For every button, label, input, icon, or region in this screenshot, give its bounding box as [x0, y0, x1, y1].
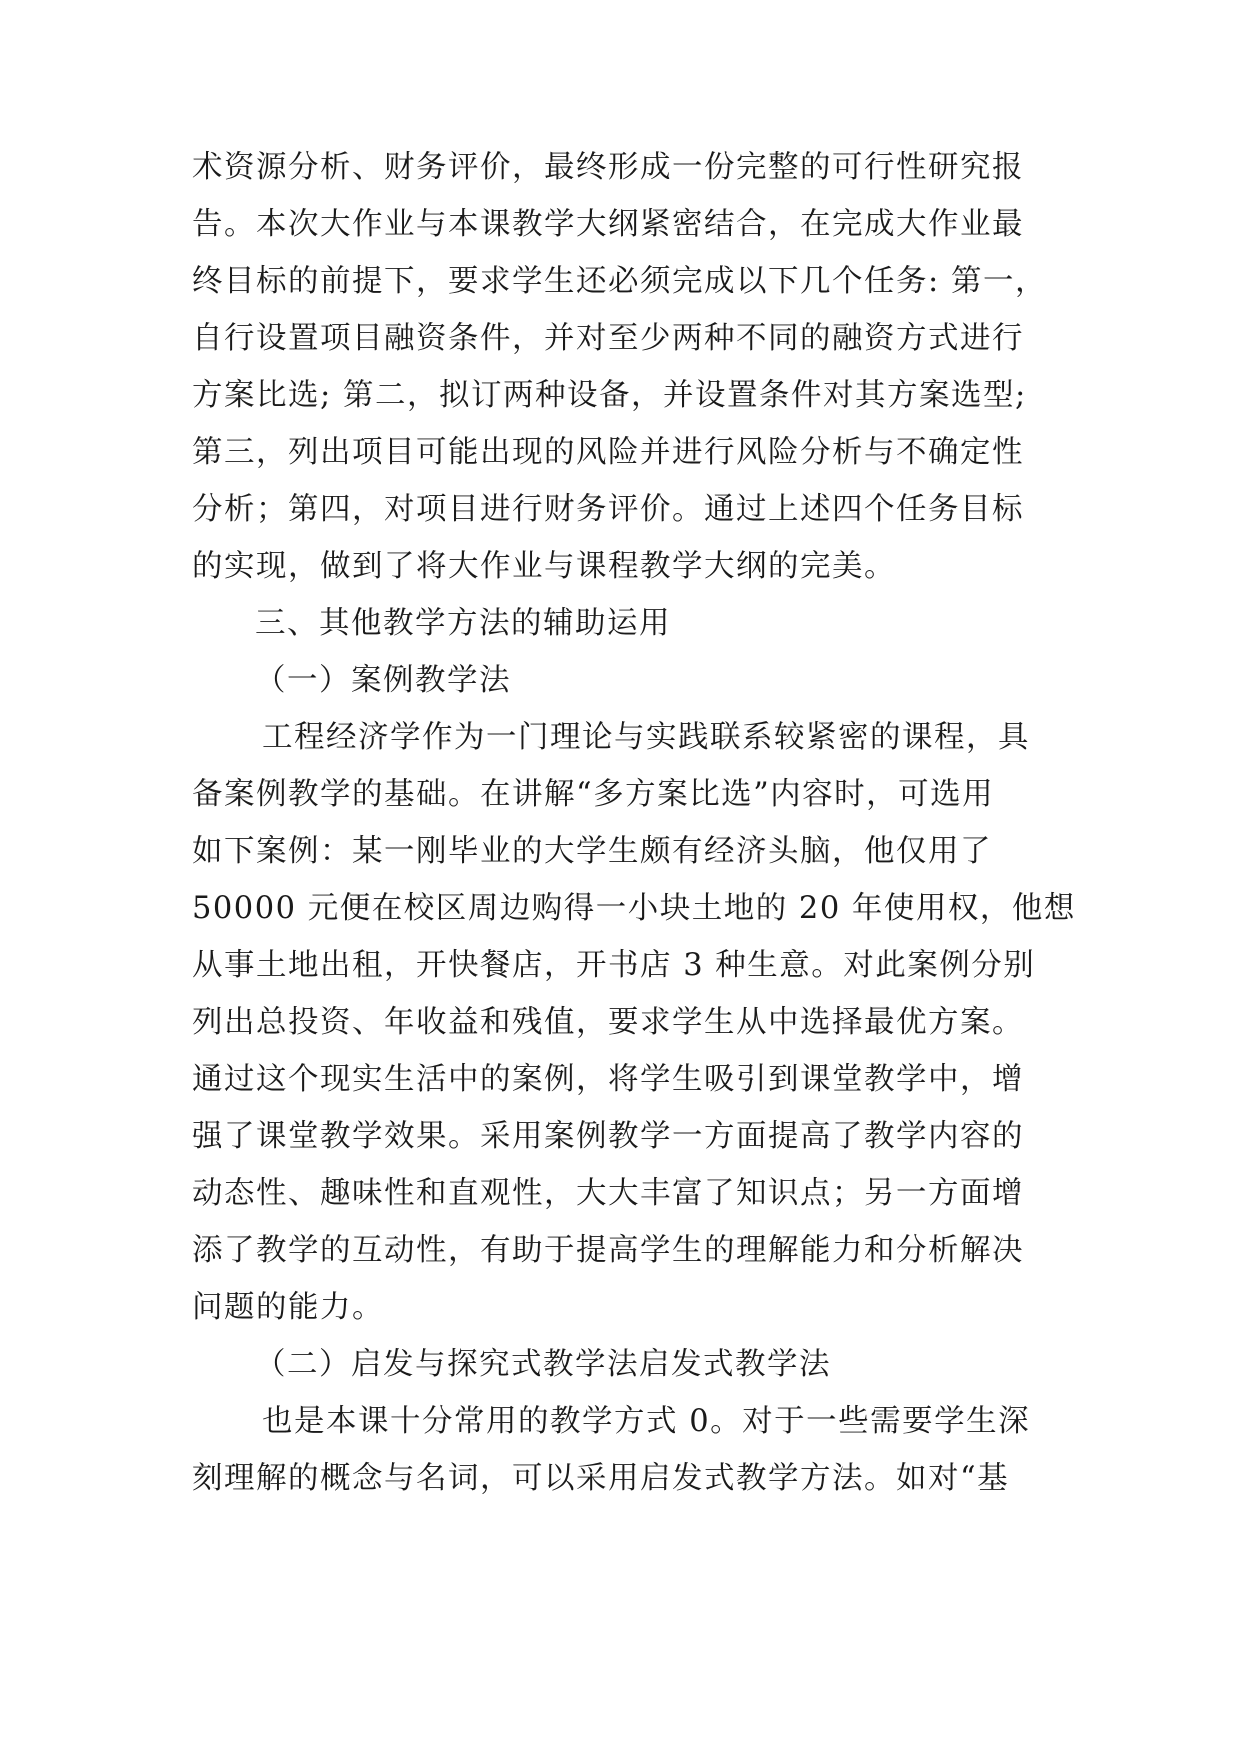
paragraph-line: 列出总投资、年收益和残值，要求学生从中选择最优方案。: [192, 1005, 1024, 1040]
paragraph-line: 的实现，做到了将大作业与课程教学大纲的完美。: [192, 549, 896, 584]
paragraph-line: 终目标的前提下，要求学生还必须完成以下几个任务: 第一，: [192, 264, 1047, 299]
paragraph-line: 如下案例：某一刚毕业的大学生颇有经济头脑，他仅用了: [192, 834, 992, 869]
paragraph-line: 术资源分析、财务评价，最终形成一份完整的可行性研究报: [192, 150, 1024, 185]
subsection-heading: （一）案例教学法: [255, 663, 511, 698]
paragraph-line: 50000 元便在校区周边购得一小块土地的 20 年使用权，他想: [192, 891, 1076, 926]
paragraph-line: 刻理解的概念与名词，可以采用启发式教学方法。如对“基: [192, 1461, 1010, 1496]
paragraph-line: 添了教学的互动性，有助于提高学生的理解能力和分析解决: [192, 1233, 1024, 1268]
paragraph-line: 也是本课十分常用的教学方式 0。对于一些需要学生深: [262, 1404, 1031, 1439]
paragraph-line: 分析；第四，对项目进行财务评价。通过上述四个任务目标: [192, 492, 1024, 527]
paragraph-line: 动态性、趣味性和直观性，大大丰富了知识点；另一方面增: [192, 1176, 1024, 1211]
paragraph-line: 备案例教学的基础。在讲解“多方案比选”内容时，可选用: [192, 777, 995, 812]
paragraph-line: 方案比选; 第二，拟订两种设备，并设置条件对其方案选型;: [192, 378, 1027, 413]
paragraph-line: 告。本次大作业与本课教学大纲紧密结合，在完成大作业最: [192, 207, 1024, 242]
subsection-heading: （二）启发与探究式教学法启发式教学法: [255, 1347, 831, 1382]
paragraph-line: 第三，列出项目可能出现的风险并进行风险分析与不确定性: [192, 435, 1024, 470]
paragraph-line: 从事土地出租，开快餐店，开书店 3 种生意。对此案例分别: [192, 948, 1036, 983]
paragraph-line: 自行设置项目融资条件，并对至少两种不同的融资方式进行: [192, 321, 1024, 356]
paragraph-line: 通过这个现实生活中的案例，将学生吸引到课堂教学中，增: [192, 1062, 1024, 1097]
paragraph-line: 强了课堂教学效果。采用案例教学一方面提高了教学内容的: [192, 1119, 1024, 1154]
paragraph-line: 工程经济学作为一门理论与实践联系较紧密的课程，具: [262, 720, 1030, 755]
paragraph-line: 问题的能力。: [192, 1290, 384, 1325]
section-heading: 三、其他教学方法的辅助运用: [255, 606, 671, 641]
